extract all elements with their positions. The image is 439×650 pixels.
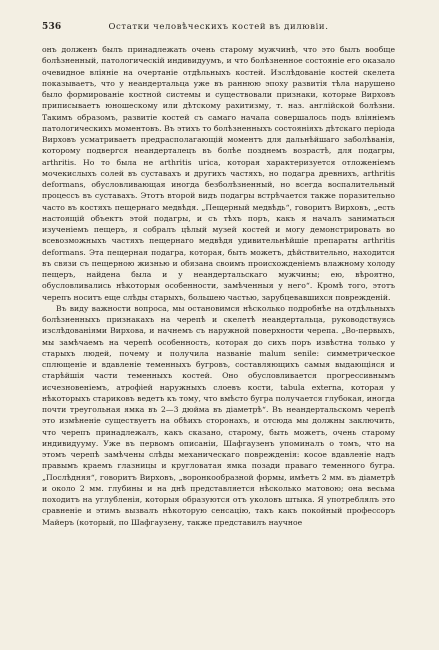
paragraph: Въ виду важности вопроса, мы остановимся нѣсколько подробнѣе на отдѣльныхъ болѣзненныхъ признакахъ на черепѣ и скелетѣ неандертальца, руководствуясь изслѣдованіями Вирхова, и начнемъ съ наружной поверхности черепа. „Во-первыхъ, мы замѣчаемъ на черепѣ особенность, которая до сихъ поръ извѣстна только у старыхъ людей, почему и получила названіе malum senile: симметрическое сплющеніе и вдавленіе теменныхъ бугровъ, составляющихъ самыя выдающіяся и старѣйшія части теменныхъ костей. Оно обусловливается прогрессивнымъ исчезновеніемъ, атрофіей наружныхъ слоевъ кости, tabula externa, которая у нѣкоторыхъ стариковъ ведетъ къ тому, что вмѣсто бугра получается глубокая, иногда почти треугольная ямка въ 2—3 дюйма въ діаметрѣ“. Въ неандертальскомъ черепѣ это измѣненіе существуетъ на обѣихъ сторонахъ, и отсюда мы должны заключить, что черепъ принадлежалъ, какъ сказано, старому, быть можетъ, очень старому индивидууму. Уже въ первомъ описаніи, Шафгаузенъ упоминалъ о томъ, что на этомъ черепѣ замѣчены слѣды механическаго поврежденія: косое вдавленіе надъ правымъ краемъ глазницы и кругловатая ямка позади праваго теменного бугра. „Послѣдняя“, говоритъ Вирховъ, „воронкообразной формы, имѣетъ 2 мм. въ діаметрѣ и около 2 мм. глубины и на днѣ представляется нѣсколько матовою; она весьма походитъ на углубленія, которыя образуются отъ уколовъ штыка. Я употреблялъ это сравненіе и этимъ вызвалъ нѣкоторую сенсацію, такъ какъ покойный профессоръ Майеръ (который, по Шафгаузену, также представилъ научное [42, 303, 395, 527]
paragraph: онъ долженъ былъ принадлежать очень старому мужчинѣ, что это былъ вообще болѣзненный, патологическій индивидуумъ, и что болѣзненное состояніе его оказало очевидное вліяніе на очертаніе отдѣльныхъ костей. Изслѣдованіе костей скелета показываетъ, что у неандертальца уже въ раннюю эпоху развитія тѣла нарушено было формированіе костной системы и существовали признаки, которые Вирховъ приписываетъ юношескому или дѣтскому рахитизму, т. наз. англійской болѣзни. Такимъ образомъ, развитіе костей съ самаго начала совершалось подъ вліяніемъ патологическихъ моментовъ. Въ этихъ то болѣзненныхъ состояніяхъ дѣтскаго періода Вирховъ усматриваетъ предрасполагающій моментъ для дальнѣйшаго заболѣванія, которому подвергся неандерталецъ въ болѣе позднемъ возрастѣ, для подагры, arthritis. Но то была не arthritis urica, которая характеризуется отложеніемъ мочекислыхъ солей въ суставахъ и другихъ частяхъ, но подагра древнихъ, arthritis deformans, обусловливающая иногда безболѣзненный, но всегда воспалительный процессъ въ суставахъ. Этотъ второй видъ подагры встрѣчается также поразительно часто въ костяхъ пещернаго медвѣдя. „Пещерный медвѣдь“, говоритъ Вирховъ, „есть настоящій объектъ этой подагры, и съ тѣхъ поръ, какъ я началъ заниматься изученіемъ пещеръ, я собралъ цѣлый музей костей и могу демонстрировать во всевозможныхъ частяхъ пещернаго медвѣдя удивительнѣйшіе препараты arthritis deformans. Эта пещерная подагра, которая, быть можетъ, дѣйствительно, находится въ связи съ пещерною жизнью и обязана своимъ происхожденіемъ влажному холоду пещеръ, найдена была и у неандертальскаго мужчины; ею, вѣроятно, обусловливались нѣкоторыя особенности, замѣченныя у него“. Кромѣ того, этотъ черепъ носитъ еще слѣды старыхъ, большею частью, зарубцевавшихся поврежденій. [42, 45, 395, 302]
running-title: Остатки человѣческихъ костей въ дилювіи. [108, 22, 329, 32]
page-body [42, 44, 395, 528]
page-number: 536 [42, 22, 62, 32]
page-header [42, 22, 395, 38]
